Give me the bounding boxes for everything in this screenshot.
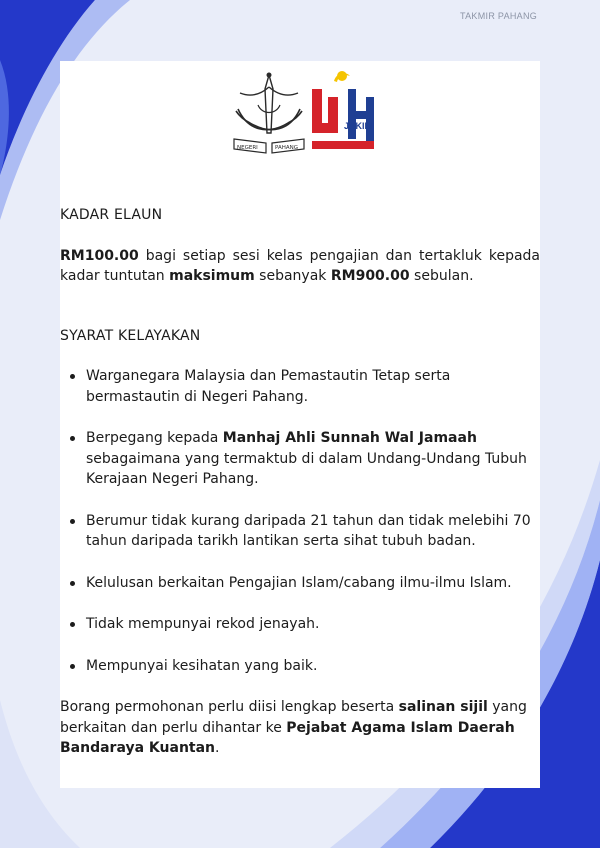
list-item-bold: Manhaj Ahli Sunnah Wal Jamaah xyxy=(222,430,477,446)
list-item-text: Tidak mempunyai rekod jenayah. xyxy=(86,616,320,632)
pahang-coat-of-arms-icon xyxy=(228,69,310,157)
submission-text-3: . xyxy=(215,740,220,756)
allowance-text-3: sebulan. xyxy=(409,268,474,284)
list-item-text: Warganegara Malaysia dan Pemastautin Tetap serta bermastautin di Negeri Pahang. xyxy=(86,368,451,405)
list-item xyxy=(60,366,540,407)
list-item-text: Berpegang kepada xyxy=(86,430,223,446)
eligibility-heading: SYARAT KELAYAKAN xyxy=(60,327,201,344)
bullet-icon xyxy=(70,664,75,669)
list-item xyxy=(60,573,540,594)
submission-bold-1: salinan sijil xyxy=(398,699,488,715)
list-item xyxy=(60,656,540,677)
submission-text-2: yang berkaitan dan perlu dihantar ke xyxy=(60,699,527,736)
bullet-icon xyxy=(70,374,75,379)
crest-text-left: NEGERI xyxy=(237,145,258,151)
jakim-label: JAKIM xyxy=(344,121,373,131)
list-item-text: Berumur tidak kurang daripada 21 tahun dan tidak melebihi 70 tahun daripada tarikh lantikan serta sihat tubuh badan. xyxy=(86,512,531,549)
bullet-icon xyxy=(70,622,75,627)
list-item-text: sebagaimana yang termaktub di dalam Undang-Undang Tubuh Kerajaan Negeri Pahang. xyxy=(86,450,527,487)
list-item xyxy=(60,614,540,635)
allowance-paragraph xyxy=(60,246,540,287)
list-item-text: Mempunyai kesihatan yang baik. xyxy=(86,657,318,674)
bullet-icon xyxy=(70,581,75,586)
bullet-icon xyxy=(70,519,75,524)
bullet-icon xyxy=(70,436,75,441)
submission-paragraph xyxy=(60,697,540,759)
allowance-amount: RM100.00 xyxy=(60,247,139,264)
allowance-heading: KADAR ELAUN xyxy=(60,207,163,223)
allowance-text-1: bagi setiap sesi kelas pengajian dan tertakluk kepada kadar tuntutan xyxy=(60,247,540,284)
submission-bold-2: Pejabat Agama Islam Daerah Bandaraya Kuantan xyxy=(60,719,515,756)
eligibility-list xyxy=(60,366,540,676)
allowance-max-amount: RM900.00 xyxy=(330,268,410,284)
header-tag: TAKMIR PAHANG xyxy=(460,11,538,21)
document-content xyxy=(60,205,540,759)
crest-text-right: PAHANG xyxy=(275,145,299,151)
list-item xyxy=(60,428,540,490)
allowance-text-2: sebanyak xyxy=(254,268,331,284)
document-card xyxy=(60,61,540,788)
jakim-logo-icon xyxy=(308,67,380,157)
submission-text-1: Borang permohonan perlu diisi lengkap beserta xyxy=(60,699,399,715)
list-item-text: Kelulusan berkaitan Pengajian Islam/cabang ilmu-ilmu Islam. xyxy=(86,574,512,591)
logo-row xyxy=(60,61,540,171)
list-item xyxy=(60,511,540,552)
allowance-max-label: maksimum xyxy=(169,268,255,284)
